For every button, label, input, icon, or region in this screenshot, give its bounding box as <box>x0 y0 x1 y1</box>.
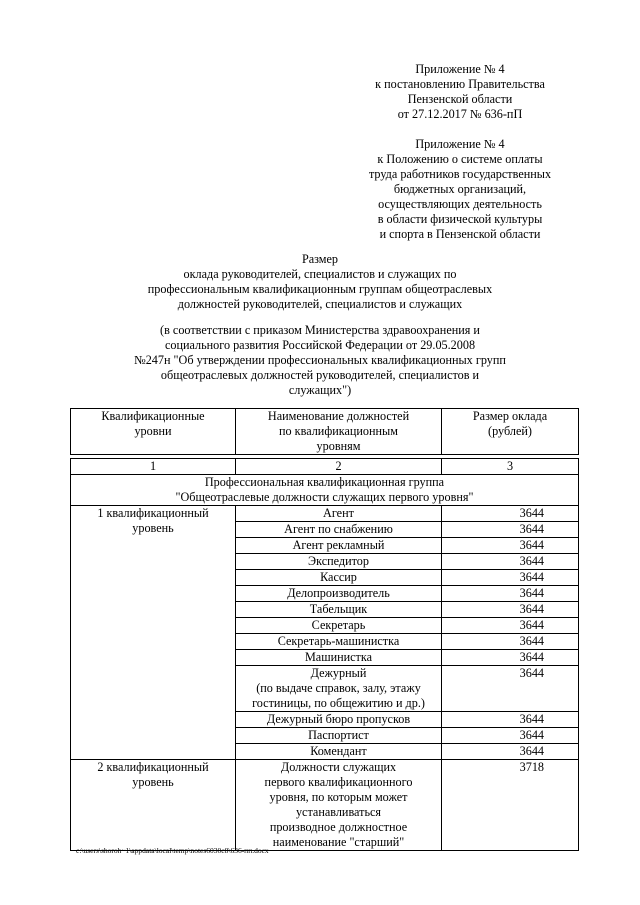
salary-value: 3644 <box>442 538 579 554</box>
appendix-main-line: от 27.12.2017 № 636-пП <box>397 107 523 121</box>
reference-line: (в соответствии с приказом Министерства здравоохранения и <box>160 323 480 337</box>
legal-reference <box>60 323 580 398</box>
position-line: уровня, по которым может <box>269 790 408 804</box>
level-1-label <box>71 506 236 760</box>
heading-line: оклада руководителей, специалистов и служащих по <box>183 267 457 281</box>
document-heading <box>60 252 580 312</box>
appendix-sub-line: труда работников государственных <box>368 167 552 181</box>
salary-value: 3644 <box>442 506 579 522</box>
position-name: Машинистка <box>236 650 442 666</box>
heading-line: должностей руководителей, специалистов и служащих <box>177 297 463 311</box>
position-name: Делопроизводитель <box>236 586 442 602</box>
salary-value: 3644 <box>442 570 579 586</box>
appendix-sub-header <box>360 137 560 242</box>
salary-value: 3644 <box>442 712 579 728</box>
salary-value: 3644 <box>442 634 579 650</box>
appendix-sub-line: Приложение № 4 <box>415 137 505 151</box>
column-number: 3 <box>442 459 579 475</box>
appendix-main-line: Приложение № 4 <box>415 62 505 76</box>
position-name <box>236 760 442 851</box>
appendix-main-line: к постановлению Правительства <box>375 77 545 91</box>
position-line: Дежурный <box>310 666 367 680</box>
level-label-line: уровень <box>132 521 174 535</box>
position-name <box>236 666 442 712</box>
column-number: 1 <box>71 459 236 475</box>
salary-value: 3644 <box>442 522 579 538</box>
position-line: первого квалификационного <box>264 775 413 789</box>
appendix-sub-line: бюджетных организаций, <box>393 182 527 196</box>
appendix-main-header <box>360 62 560 122</box>
header-text: Квалификационные <box>101 409 205 423</box>
position-name: Кассир <box>236 570 442 586</box>
position-name: Комендант <box>236 744 442 760</box>
position-name: Дежурный бюро пропусков <box>236 712 442 728</box>
position-name: Агент по снабжению <box>236 522 442 538</box>
appendix-sub-line: в области физической культуры <box>377 212 543 226</box>
position-line: производное должностное <box>269 820 408 834</box>
salary-table <box>70 458 579 851</box>
salary-value: 3644 <box>442 666 579 712</box>
position-line: Должности служащих <box>280 760 397 774</box>
level-label-line: уровень <box>132 775 174 789</box>
level-label-line: 1 квалификационный <box>97 506 209 520</box>
header-salary <box>442 409 579 455</box>
group-title-line: Профессиональная квалификационная группа <box>204 475 445 489</box>
position-name: Агент <box>236 506 442 522</box>
position-name: Агент рекламный <box>236 538 442 554</box>
position-name: Экспедитор <box>236 554 442 570</box>
salary-value: 3644 <box>442 554 579 570</box>
salary-value: 3644 <box>442 586 579 602</box>
appendix-sub-line: осуществляющих деятельность <box>378 197 542 211</box>
salary-value: 3644 <box>442 602 579 618</box>
heading-line: профессиональным квалификационным группам общеотраслевых <box>147 282 493 296</box>
salary-value: 3644 <box>442 744 579 760</box>
header-qualification-levels <box>71 409 236 455</box>
reference-line: №247н "Об утверждении профессиональных квалификационных групп <box>134 353 506 367</box>
salary-value: 3644 <box>442 728 579 744</box>
position-line: наименование "старший" <box>272 835 405 849</box>
column-number-row <box>71 459 579 475</box>
header-position-names <box>236 409 442 455</box>
table-row <box>71 506 579 522</box>
header-text: уровням <box>316 439 361 453</box>
table-header-row <box>71 409 579 455</box>
level-label-line: 2 квалификационный <box>97 760 209 774</box>
position-name: Секретарь-машинистка <box>236 634 442 650</box>
reference-line: служащих") <box>288 383 352 397</box>
column-number: 2 <box>236 459 442 475</box>
header-text: Наименование должностей <box>267 409 410 423</box>
header-table <box>70 408 579 455</box>
appendix-sub-line: к Положению о системе оплаты <box>377 152 543 166</box>
level-2-label <box>71 760 236 851</box>
salary-value: 3644 <box>442 618 579 634</box>
position-name: Паспортист <box>236 728 442 744</box>
table-row <box>71 760 579 851</box>
group-title-row <box>71 475 579 506</box>
position-line: устанавливаться <box>295 805 382 819</box>
group-title <box>71 475 579 506</box>
header-text: по квалификационным <box>279 424 398 438</box>
header-text: (рублей) <box>488 424 532 438</box>
heading-line: Размер <box>301 252 339 266</box>
position-line: гостиницы, по общежитию и др.) <box>252 696 425 710</box>
position-name: Табельщик <box>236 602 442 618</box>
position-line: (по выдаче справок, залу, этажу <box>256 681 421 695</box>
position-name: Секретарь <box>236 618 442 634</box>
appendix-sub-line: и спорта в Пензенской области <box>379 227 541 241</box>
appendix-main-line: Пензенской области <box>407 92 513 106</box>
salary-value: 3644 <box>442 650 579 666</box>
header-text: уровни <box>134 424 172 438</box>
salary-value: 3718 <box>442 760 579 851</box>
file-path-footer: c:\users\shoroh~1\appdata\local\temp\notes6030c8\636-пп.docx <box>76 846 269 855</box>
group-title-line: "Общеотраслевые должности служащих первого уровня" <box>175 490 474 504</box>
header-text: Размер оклада <box>472 409 548 423</box>
reference-line: социального развития Российской Федерации от 29.05.2008 <box>164 338 476 352</box>
reference-line: общеотраслевых должностей руководителей, специалистов и <box>160 368 480 382</box>
